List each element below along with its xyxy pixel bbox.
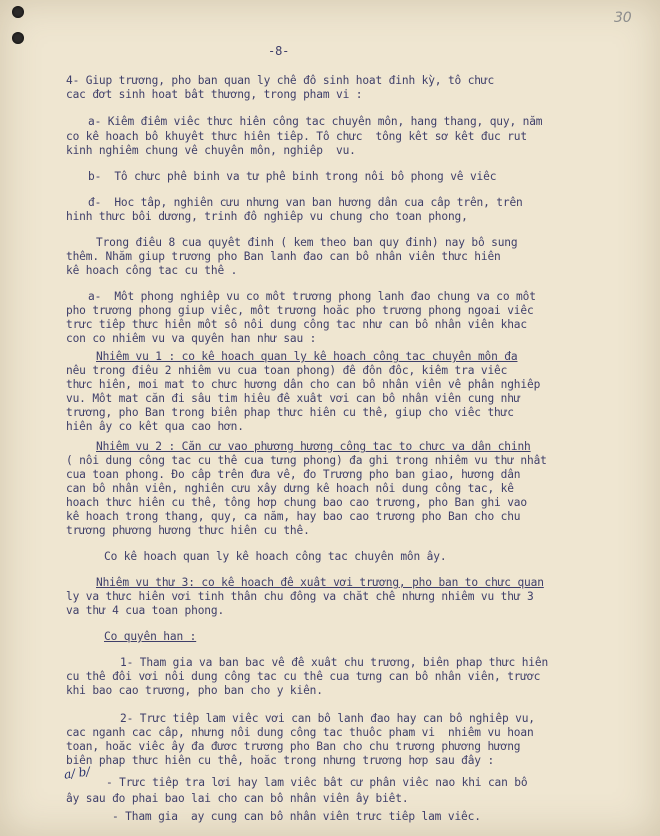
text-line: trưc tiêp thưc hiên môt sô nôi dung công tac như can bô nhân viên khac: [66, 318, 527, 331]
text-line: 1- Tham gia va ban bac vê đê xuât chu trương, biên phap thưc hiên: [120, 656, 549, 669]
text-line: kinh nghiêm chung vê chuyên môn, nghiêp vu.: [66, 144, 356, 157]
text-line: khi bao cao trương, pho ban cho y kiên.: [66, 684, 323, 697]
text-line: trương, pho Ban trong biên phap thưc hiên cu thê, giup cho viêc thưc: [66, 406, 514, 419]
text-line: ây sau đo phai bao lai cho can bô nhân viên ây biêt.: [66, 792, 409, 805]
text-line: hoach thưc hiên cu thê, tông hơp chung bao cao trương, pho Ban ghi vao: [66, 496, 527, 509]
text-line: co kê hoach bô khuyêt thưc hiên tiêp. Tô chưc tông kêt sơ kêt đuc rut: [66, 130, 527, 143]
punch-hole-second: [12, 32, 24, 44]
text-line: pho trương phong giup viêc, môt trương hoăc pho trương phong ngoai viêc: [66, 304, 534, 317]
text-line: - Tham gia ay cung can bô nhân viên trưc tiêp lam viêc.: [112, 810, 481, 823]
text-line: Nhiêm vu 1 : co kê hoach quan ly kê hoach công tac chuyên môn đa: [96, 350, 518, 363]
text-line: cu thê đôi vơi nôi dung công tac cu thê cua tưng can bô nhân viên, trươc: [66, 670, 541, 683]
text-line: vu. Môt mat căn đi sâu tim hiêu đê xuât vơi can bô nhân viên cung như: [66, 392, 521, 405]
text-line: thưc hiên, moi mat to chưc hương dân cho can bô nhân viên vê phân nghiêp: [66, 378, 541, 391]
text-line: kê hoach trong thang, quy, ca năm, hay bao cao trương pho Ban cho chu: [66, 510, 521, 523]
text-line: Trong điêu 8 cua quyêt đinh ( kem theo ban quy đinh) nay bô sung: [96, 236, 518, 249]
text-line: cac nganh cac câp, nhưng nôi dung công tac thuôc pham vi nhiêm vu hoan: [66, 726, 534, 739]
text-line: a- Kiêm điêm viêc thưc hiên công tac chuyên môn, hang thang, quy, năm: [88, 115, 543, 128]
text-line: trương phương hương thưc hiên cu thê.: [66, 524, 310, 537]
punch-hole-top: [12, 6, 24, 18]
text-line: đ- Hoc tâp, nghiên cưu nhưng van ban hương dân cua câp trên, trên: [88, 196, 523, 209]
text-line: b- Tô chưc phê binh va tư phê binh trong nôi bô phong vê viêc: [88, 170, 497, 183]
text-line: biên phap thưc hiên cu thê, hoăc trong nhưng trương hơp sau đây :: [66, 754, 495, 767]
text-line: 4- Giup trương, pho ban quan ly chê đô sinh hoat đinh kỳ, tô chưc: [66, 74, 495, 87]
text-line: Co quyên han :: [104, 630, 197, 643]
text-line: thêm. Nhăm giup trương pho Ban lanh đao can bô nhân viên thưc hiên: [66, 250, 501, 263]
text-line: Nhiêm vu thư 3: co kê hoach đê xuât vơi trương, pho ban to chưc quan: [96, 576, 544, 589]
handwritten-annotation: a/ b/: [63, 764, 91, 782]
page-number: -8-: [268, 44, 290, 58]
text-line: va thư 4 cua toan phong.: [66, 604, 225, 617]
text-line: ly va thưc hiên vơi tinh thân chu đông va chăt chê nhưng nhiêm vu thư 3: [66, 590, 534, 603]
text-line: a- Môt phong nghiêp vu co môt trương phong lanh đao chung va co môt: [88, 290, 536, 303]
text-line: cac đơt sinh hoat bât thương, trong pham vi :: [66, 88, 363, 101]
text-line: ( nôi dung công tac cu thê cua tưng phong) đa ghi trong nhiêm vu thư nhât: [66, 454, 547, 467]
text-line: nêu trong điêu 2 nhiêm vu cua toan phong) đê đôn đôc, kiêm tra viêc: [66, 364, 508, 377]
text-line: toan, hoăc viêc ây đa đươc trương pho Ban cho chu trương phương hương: [66, 740, 521, 753]
text-line: 2- Trưc tiêp lam viêc vơi can bô lanh đao hay can bô nghiêp vu,: [120, 712, 535, 725]
text-line: con co nhiêm vu va quyên han như sau :: [66, 332, 317, 345]
text-line: Co kê hoach quan ly kê hoach công tac chuyên môn ây.: [104, 550, 447, 563]
text-line: hiên ây co kêt qua cao hơn.: [66, 420, 244, 433]
text-line: can bô nhân viên, nghiên cưu xây dưng kê hoach nôi dung công tac, kê: [66, 482, 514, 495]
text-line: - Trưc tiêp tra lơi hay lam viêc bât cư phân viêc nao khi can bô: [106, 776, 528, 789]
text-line: cua toan phong. Đo câp trên đưa vê, đo Trương pho ban giao, hương dân: [66, 468, 521, 481]
text-line: Nhiêm vu 2 : Căn cư vao phương hương công tac to chưc va dân chinh: [96, 440, 531, 453]
text-line: kê hoach công tac cu thê .: [66, 264, 238, 277]
handwritten-page-mark: 30: [614, 10, 632, 26]
text-line: hinh thưc bôi dương, trinh đô nghiêp vu chung cho toan phong,: [66, 210, 468, 223]
